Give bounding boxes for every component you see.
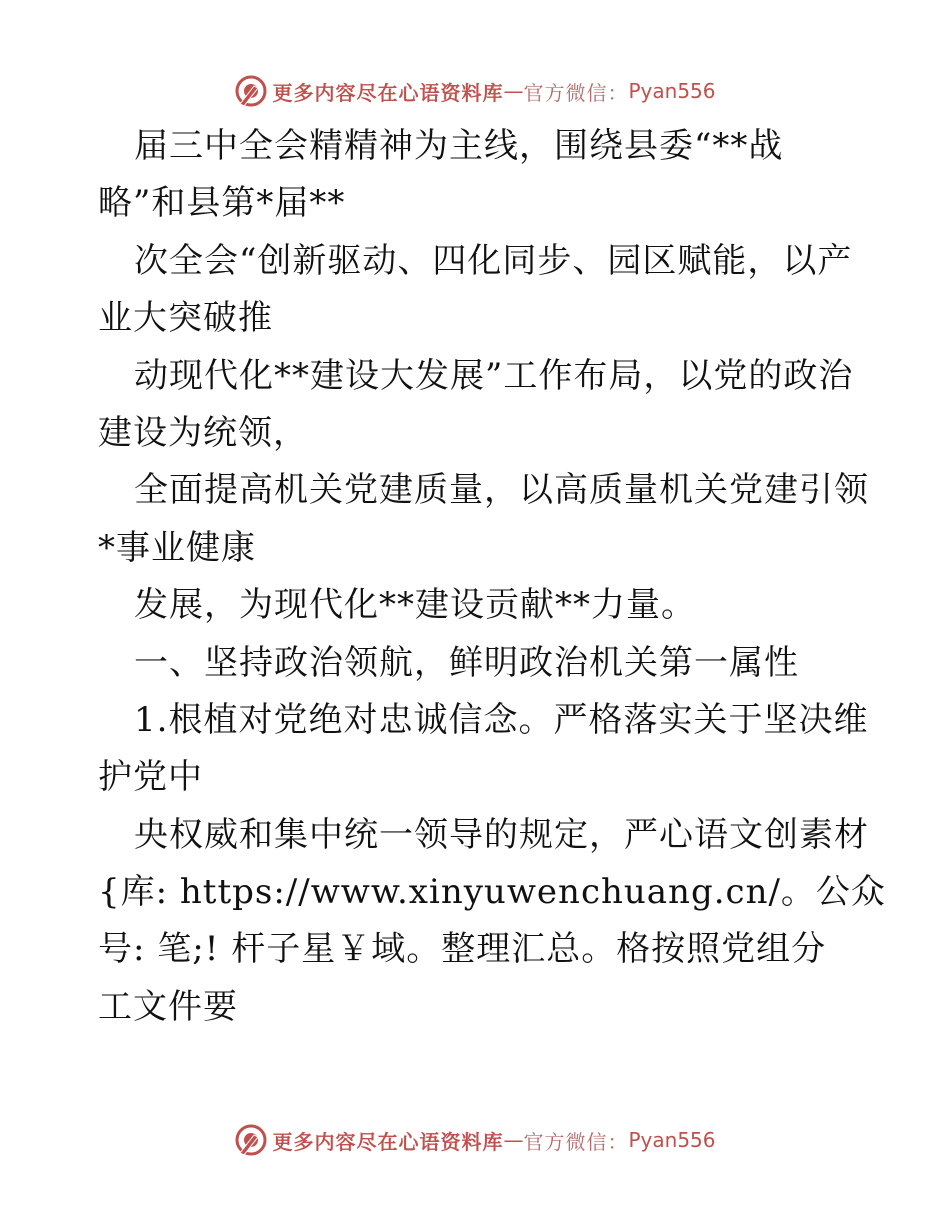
body-line: 届三中全会精精神为主线，围绕县委“**战 xyxy=(134,126,784,166)
body-line: 全面提高机关党建质量，以高质量机关党建引领 xyxy=(134,470,869,511)
body-line: 工文件要 xyxy=(98,986,238,1027)
body-line: 央权威和集中统一领导的规定，严心语文创素材 xyxy=(134,814,869,855)
body-line-link: {库: https://www.xinyuwenchuang.cn/。公众 xyxy=(98,872,886,913)
footer-dash: — xyxy=(503,1128,524,1152)
body-line: *事业健康 xyxy=(98,527,256,568)
body-line: 号: 笔;! 杆子星￥域。整理汇总。格按照党组分 xyxy=(98,929,827,970)
header-banner xyxy=(0,71,950,111)
footer-wechat-id: Pyan556 xyxy=(628,1128,716,1152)
document-body xyxy=(98,118,886,1036)
pen-logo-icon xyxy=(234,74,268,108)
body-line: 护党中 xyxy=(98,757,203,798)
header-wechat-label: 官方微信： xyxy=(523,80,629,105)
body-line: 次全会“创新驱动、四化同步、园区赋能，以产 xyxy=(134,240,853,281)
footer-banner xyxy=(0,1120,950,1160)
header-main-text: 更多内容尽在心语资料库 xyxy=(272,80,504,105)
pen-logo-icon xyxy=(234,1123,268,1157)
header-wechat-id: Pyan556 xyxy=(628,79,716,103)
body-line: 动现代化**建设大发展”工作布局，以党的政治 xyxy=(134,355,854,396)
body-line: 业大突破推 xyxy=(98,298,273,339)
body-line: 略”和县第*届** xyxy=(98,183,346,224)
header-dash: — xyxy=(503,79,524,103)
body-line: 建设为统领， xyxy=(98,412,308,453)
section-heading: 一、坚持政治领航，鲜明政治机关第一属性 xyxy=(134,642,799,683)
body-line: 发展，为现代化**建设贡献**力量。 xyxy=(134,585,696,626)
footer-main-text: 更多内容尽在心语资料库 xyxy=(272,1129,504,1154)
footer-wechat-label: 官方微信： xyxy=(523,1129,629,1154)
body-line: 1.根植对党绝对忠诚信念。严格落实关于坚决维 xyxy=(134,699,869,740)
